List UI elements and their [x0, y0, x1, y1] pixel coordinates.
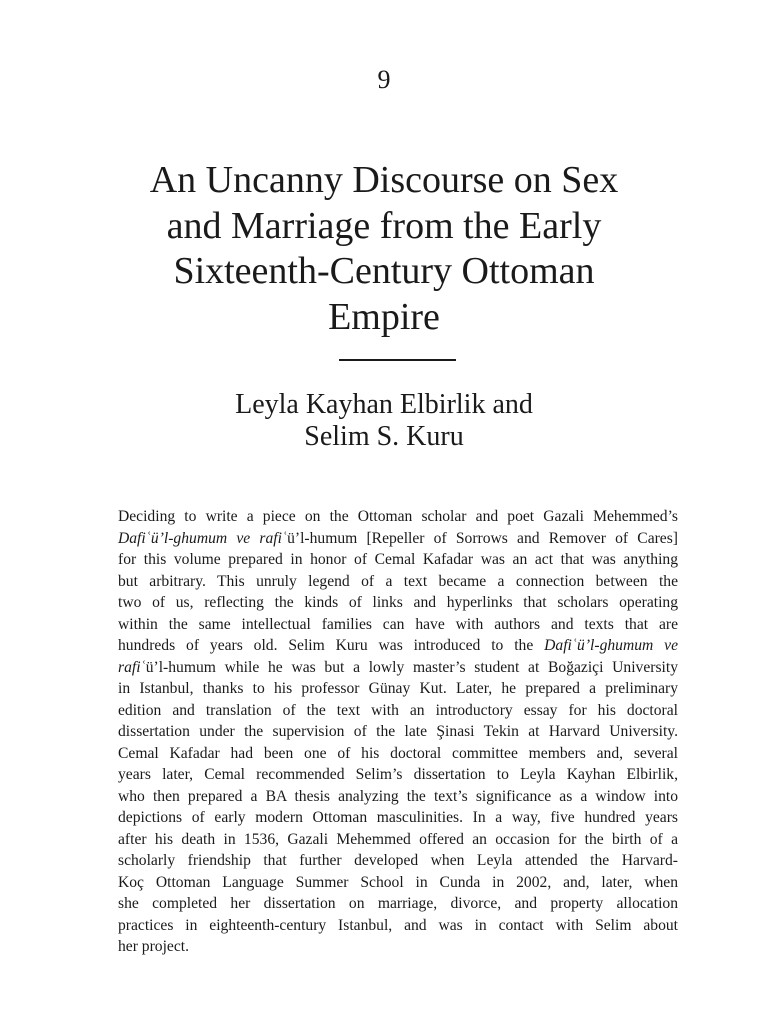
chapter-title-line: Sixteenth-Century Ottoman: [173, 250, 595, 292]
body-text-segment: Cemal Kafadar had been one of his doctoral committee members and, several: [118, 744, 678, 762]
chapter-number: 9: [377, 65, 391, 94]
author-line: Selim S. Kuru: [304, 421, 464, 452]
chapter-title: [110, 158, 658, 340]
body-line: [118, 743, 678, 765]
body-text-segment: but arbitrary. This unruly legend of a text became a connection between the: [118, 572, 678, 590]
body-text-segment: Deciding to write a piece on the Ottoman scholar and poet Gazali Mehemmed’s: [118, 508, 678, 525]
body-text-segment: edition and translation of the text with an introductory essay for his doctoral: [118, 701, 678, 719]
chapter-authors: [0, 389, 768, 453]
chapter-title-line: and Marriage from the Early: [166, 204, 602, 247]
body-line: [118, 528, 678, 550]
body-line: [118, 614, 678, 636]
body-text-segment: two of us, reflecting the kinds of links and hyperlinks that scholars operating: [118, 594, 678, 611]
italic-title-text: rafiʿ: [118, 658, 146, 676]
italic-title-text: Dafiʿü’l-ghumum ve: [544, 637, 678, 654]
body-text-segment: for this volume prepared in honor of Cemal Kafadar was an act that was anything: [118, 551, 678, 568]
body-line: [118, 786, 678, 808]
body-text-segment: she completed her dissertation on marriage, divorce, and property allocation: [118, 895, 678, 912]
body-paragraph: [118, 506, 678, 958]
body-text-segment: ü’l-humum [Repeller of Sorrows and Remover of Cares]: [287, 529, 678, 547]
body-line: [118, 700, 678, 722]
body-text-segment: years later, Cemal recommended Selim’s dissertation to Leyla Kayhan Elbirlik,: [118, 766, 678, 783]
body-line: [118, 829, 678, 851]
title-divider: [339, 359, 456, 361]
body-line: [118, 893, 678, 915]
chapter-title-line: Empire: [328, 295, 440, 338]
body-line: [118, 915, 678, 937]
body-text-segment: her project.: [118, 938, 190, 955]
body-line: [118, 549, 678, 571]
body-text-segment: dissertation under the supervision of the late Şinasi Tekin at Harvard University.: [118, 723, 678, 740]
body-line: [118, 764, 678, 786]
body-line: [118, 571, 678, 593]
body-line: [118, 872, 678, 894]
body-text-segment: hundreds of years old. Selim Kuru was introduced to the: [118, 637, 545, 654]
body-text-segment: ü’l-humum while he was but a lowly master’s student at Boğaziçi University: [145, 658, 678, 676]
body-text-segment: practices in eighteenth-century Istanbul, and was in contact with Selim about: [118, 916, 678, 934]
body-line: [118, 506, 678, 528]
body-line: [118, 678, 678, 700]
body-line: [118, 592, 678, 614]
body-line: [118, 936, 678, 958]
body-line: [118, 635, 678, 657]
chapter-title-line: An Uncanny Discourse on Sex: [149, 159, 619, 201]
body-text-segment: in Istanbul, thanks to his professor Günay Kut. Later, he prepared a preliminary: [118, 680, 678, 697]
body-line: [118, 807, 678, 829]
body-text-segment: within the same intellectual families can have with authors and texts that are: [118, 615, 678, 633]
body-text-segment: depictions of early modern Ottoman masculinities. In a way, five hundred years: [118, 809, 678, 826]
author-line: Leyla Kayhan Elbirlik and: [235, 389, 533, 420]
body-line: [118, 721, 678, 743]
body-text-segment: Koç Ottoman Language Summer School in Cunda in 2002, and, later, when: [118, 873, 678, 891]
body-line: [118, 657, 678, 679]
body-line: [118, 850, 678, 872]
italic-title-text: Dafiʿü’l-ghumum ve rafiʿ: [118, 529, 288, 547]
body-text-segment: after his death in 1536, Gazali Mehemmed offered an occasion for the birth of a: [118, 830, 678, 848]
body-text-segment: who then prepared a BA thesis analyzing the text’s significance as a window into: [118, 787, 678, 805]
body-text-segment: scholarly friendship that further developed when Leyla attended the Harvard-: [118, 852, 678, 869]
